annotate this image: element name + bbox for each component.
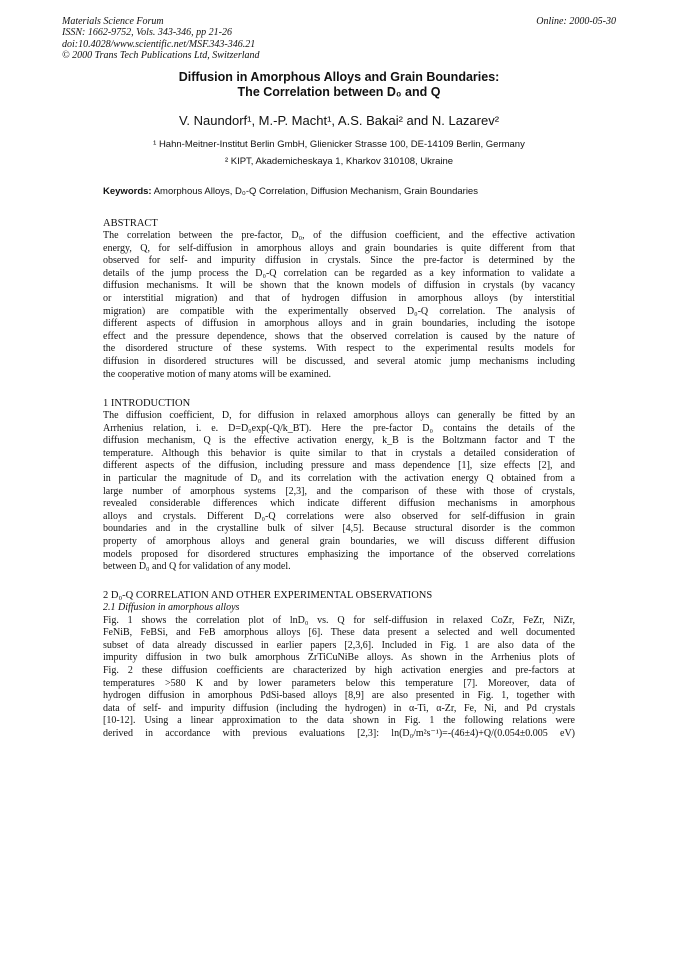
text-line: between D₀ and Q for validation of any model.	[103, 561, 291, 573]
abstract-text	[103, 230, 575, 381]
paper-title	[0, 70, 678, 100]
title-line-2: The Correlation between D₀ and Q	[237, 85, 441, 99]
journal-header	[62, 16, 260, 61]
text-line: boundaries and in the crystalline bulk of silver [4,5]. Because structural disorder is the common	[103, 523, 575, 535]
text-line: details of the jump process the D₀-Q correlation can be regarded as a key information to validate a	[103, 267, 575, 279]
keywords-text: Amorphous Alloys, D₀-Q Correlation, Diffusion Mechanism, Grain Boundaries	[151, 186, 478, 197]
text-line: different aspects of the diffusion, including pressure and mass dependence [1], size effects [2], and	[103, 460, 575, 472]
text-line: diffusion mechanisms. It will be shown that the known models of diffusion in crystals (by vacancy	[103, 280, 575, 292]
text-line: Fig. 1 shows the correlation plot of lnD₀ vs. Q for self-diffusion in relaxed CoZr, FeZr, NiZr,	[103, 614, 575, 626]
subsection-2-1-heading: 2.1 Diffusion in amorphous alloys	[103, 602, 240, 613]
keywords	[103, 186, 478, 197]
title-line-1: Diffusion in Amorphous Alloys and Grain Boundaries:	[178, 70, 500, 84]
text-line: FeNiB, FeBSi, and FeB amorphous alloys [6]. These data present a selected and well documented	[103, 627, 575, 639]
text-line: models proposed for disordered structures emphasizing the importance of the observed correlations	[103, 548, 575, 560]
introduction-text	[103, 410, 575, 574]
text-line: diffusion in disordered structures will be discussed, and several atomic jump mechanisms including	[103, 355, 575, 367]
online-date: Online: 2000-05-30	[536, 16, 616, 27]
text-line: hydrogen diffusion in amorphous PdSi-based alloys [8,9] are also presented in Fig. 1, together with	[103, 690, 575, 702]
section-2-text	[103, 615, 575, 741]
text-line: energy, Q, for self-diffusion in amorphous alloys and grain boundaries is quite different from that	[103, 242, 575, 254]
text-line: property of amorphous alloys and general grain boundaries, we will discuss different diffusion	[103, 535, 575, 547]
author-list: V. Naundorf¹, M.-P. Macht¹, A.S. Bakai² and N. Lazarev²	[178, 113, 500, 128]
section-2-heading: 2 D₀-Q CORRELATION AND OTHER EXPERIMENTAL OBSERVATIONS	[103, 590, 433, 601]
text-line: diffusion mechanism, Q is the effective activation energy, k_B is the Boltzmann factor and T the	[103, 435, 575, 447]
text-line: derived in accordance with previous evaluations [2,3]: ln(D₀/m²s⁻¹)=-(46±4)+Q/(0.054±0.005 eV)	[103, 727, 575, 739]
text-line: [10-12]. Using a linear approximation to the data shown in Fig. 1 the following relations were	[103, 715, 575, 727]
text-line: migration) are compatible with the experimentally observed D₀-Q correlation. The analysis of	[103, 305, 575, 317]
text-line: or interstitial migration) and that of hydrogen diffusion in amorphous alloys (by interstitial	[103, 292, 575, 304]
text-line: revealed considerable differences which indicate different diffusion mechanisms in amorphous	[103, 498, 575, 510]
text-line: data of self- and impurity diffusion (including the hydrogen) in α-Ti, α-Zr, Fe, Ni, and Pd crystals	[103, 702, 575, 714]
text-line: different aspects of diffusion in amorphous alloys and in grain boundaries, including the isotope	[103, 318, 575, 330]
text-line: Arrhenius relation, i. e. D=D₀exp(-Q/k_BT). Here the pre-factor D₀ contains the details of the	[103, 422, 575, 434]
doi-line: doi:10.4028/www.scientific.net/MSF.343-346.21	[62, 38, 256, 50]
text-line: Fig. 2 these diffusion coefficients are characterized by high activation energies and pre-factors at	[103, 664, 575, 676]
abstract-heading: ABSTRACT	[103, 218, 158, 229]
text-line: alloys and crystals. Different D₀-Q correlations were also observed for self-diffusion in grain	[103, 510, 575, 522]
introduction-heading: 1 INTRODUCTION	[103, 398, 191, 409]
affiliation-1: ¹ Hahn-Meitner-Institut Berlin GmbH, Glienicker Strasse 100, DE-14109 Berlin, Germany	[153, 139, 525, 150]
text-line: large number of amorphous systems [2,3], and the comparison of these with those of crystals,	[103, 485, 575, 497]
text-line: observed for self- and impurity diffusion in crystals. Since the pre-factor is determined by the	[103, 255, 575, 267]
journal-name: Materials Science Forum	[62, 16, 164, 27]
text-line: in particular the magnitude of D₀ and its correlation with the activation energy Q obtained from a	[103, 472, 575, 484]
text-line: subset of data already discussed in earlier papers [2,3,6]. Included in Fig. 1 are also data of the	[103, 639, 575, 651]
keywords-label: Keywords:	[103, 186, 152, 197]
text-line: effect and the pressure dependence, shows that the observed correlation is caused by the nature of	[103, 330, 575, 342]
text-line: the disordered structure of these systems. With respect to the experimental results models for	[103, 343, 575, 355]
affiliation-2: ² KIPT, Akademicheskaya 1, Kharkov 310108, Ukraine	[224, 156, 454, 167]
abstract-section	[103, 217, 575, 381]
text-line: the cooperative motion of many atoms will be examined.	[103, 368, 331, 380]
text-line: The correlation between the pre-factor, D₀, of the diffusion coefficient, and the effective activation	[103, 230, 575, 241]
introduction-section	[103, 397, 575, 574]
text-line: The diffusion coefficient, D, for diffusion in relaxed amorphous alloys can generally be fitted by an	[103, 410, 575, 421]
section-2	[103, 589, 575, 741]
copyright-line: © 2000 Trans Tech Publications Ltd, Switzerland	[62, 49, 260, 61]
text-line: impurity diffusion in two bulk amorphous ZrTiCuNiBe alloys. As shown in the Arrhenius plots of	[103, 652, 575, 664]
text-line: temperatures >580 K and by lower parameters below this temperature [7]. Moreover, data of	[103, 677, 575, 689]
text-line: temperature. Although this behavior is quite similar to that in crystals a detailed consideration of	[103, 447, 575, 459]
issn-line: ISSN: 1662-9752, Vols. 343-346, pp 21-26	[62, 27, 232, 39]
